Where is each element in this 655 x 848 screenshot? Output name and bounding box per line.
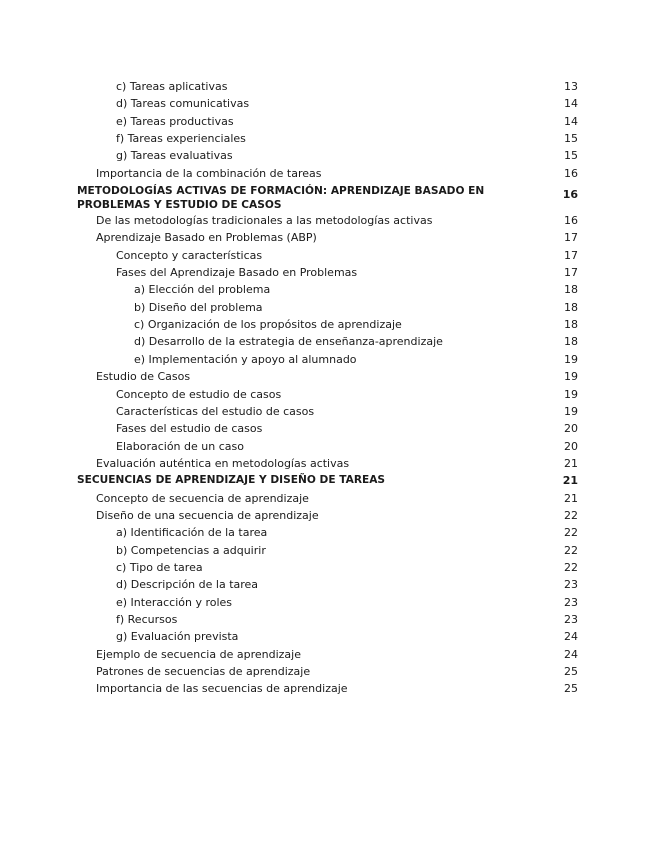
toc-entry-row (0, 663, 655, 680)
toc-entry-title: Ejemplo de secuencia de aprendizaje (96, 647, 301, 661)
toc-page-number: 25 (564, 665, 578, 678)
toc-entry-row (0, 438, 655, 455)
table-of-contents (0, 78, 655, 698)
toc-entry-title: e) Tareas productivas (116, 114, 234, 128)
toc-entry-title: De las metodologías tradicionales a las metodologías activas (96, 214, 433, 228)
toc-entry-row (0, 316, 655, 333)
toc-entry-row (0, 524, 655, 541)
toc-page-number: 23 (564, 612, 578, 626)
toc-entry-row (0, 490, 655, 507)
toc-page-number: 19 (564, 352, 578, 366)
toc-entry-title: g) Evaluación prevista (116, 630, 239, 644)
toc-entry-row (0, 165, 655, 182)
toc-entry-title: Importancia de las secuencias de aprendizaje (96, 682, 348, 696)
toc-entry-title: a) Identificación de la tarea (116, 526, 268, 540)
toc-entry-row (0, 542, 655, 559)
toc-entry-row (0, 611, 655, 628)
toc-entry-title: Concepto de estudio de casos (116, 387, 282, 401)
toc-entry-row (0, 212, 655, 229)
toc-page-number: 17 (564, 231, 578, 245)
toc-entry-title: Elaboración de un caso (116, 439, 244, 453)
toc-entry-title: g) Tareas evaluativas (116, 149, 233, 163)
toc-entry-row (0, 281, 655, 298)
toc-page-number: 22 (564, 560, 578, 574)
toc-page-number: 19 (564, 404, 578, 418)
toc-page-number: 20 (564, 439, 578, 453)
toc-entry-row (0, 368, 655, 385)
toc-entry-row (0, 455, 655, 472)
toc-entry-title: Concepto y características (116, 248, 263, 262)
toc-entry-row (0, 78, 655, 95)
toc-entry-row (0, 264, 655, 281)
toc-page-number: 14 (564, 97, 578, 111)
toc-entry-row (0, 576, 655, 593)
toc-page-number: 24 (564, 647, 578, 661)
toc-entry-title: e) Interacción y roles (116, 595, 233, 609)
toc-entry-title: SECUENCIAS DE APRENDIZAJE Y DISEÑO DE TAREAS (77, 474, 386, 487)
toc-entry-title: b) Diseño del problema (134, 300, 263, 314)
toc-entry-row (0, 113, 655, 130)
toc-entry-title: Importancia de la combinación de tareas (96, 166, 322, 180)
toc-entry-title: Estudio de Casos (96, 370, 191, 384)
toc-entry-row (0, 247, 655, 264)
toc-page-number: 24 (564, 630, 578, 644)
toc-entry-row (0, 594, 655, 611)
toc-entry-title: d) Tareas comunicativas (116, 97, 250, 111)
toc-entry-title: Características del estudio de casos (116, 404, 315, 418)
toc-entry-title: e) Implementación y apoyo al alumnado (134, 352, 357, 366)
toc-page-number: 18 (564, 300, 578, 314)
toc-page-number: 21 (564, 491, 578, 505)
toc-entry-title: f) Tareas experienciales (116, 132, 246, 146)
toc-entry-title: b) Competencias a adquirir (116, 543, 266, 557)
toc-entry-title: Evaluación auténtica en metodologías activas (96, 456, 350, 470)
toc-entry-row (0, 299, 655, 316)
toc-page-number: 18 (564, 283, 578, 297)
toc-page-number: 16 (564, 214, 578, 228)
toc-page-number: 19 (564, 370, 578, 384)
toc-page-number: 25 (564, 682, 578, 696)
toc-entry-row (0, 646, 655, 663)
toc-page-number: 16 (564, 166, 578, 180)
toc-entry-row (0, 403, 655, 420)
toc-page-number: 17 (564, 248, 578, 262)
toc-page-number: 13 (564, 80, 578, 93)
toc-entry-title: f) Recursos (116, 612, 178, 626)
toc-page-number: 22 (564, 508, 578, 522)
toc-chapter-row (0, 472, 655, 489)
toc-page-number: 15 (564, 132, 578, 146)
toc-entry-title: c) Tareas aplicativas (116, 80, 228, 93)
toc-entry-title: Diseño de una secuencia de aprendizaje (96, 508, 319, 522)
toc-page-number: 17 (564, 266, 578, 280)
toc-entry-title: Fases del Aprendizaje Basado en Problemas (116, 266, 358, 280)
toc-entry-title: METODOLOGÍAS ACTIVAS DE FORMACIÓN: APRENDIZAJE BASADO EN PROBLEMAS Y ESTUDIO DE CASOS (77, 185, 485, 212)
toc-page-number: 21 (564, 456, 578, 470)
toc-page-number: 23 (564, 578, 578, 592)
toc-entry-row (0, 628, 655, 645)
toc-entry-title: d) Descripción de la tarea (116, 578, 259, 592)
toc-page-number: 21 (562, 474, 578, 488)
toc-page-number: 22 (564, 543, 578, 557)
toc-entry-row (0, 95, 655, 112)
toc-entry-title: Aprendizaje Basado en Problemas (ABP) (96, 231, 317, 245)
toc-entry-row (0, 559, 655, 576)
toc-entry-title: d) Desarrollo de la estrategia de enseñanza-aprendizaje (134, 335, 443, 349)
toc-entry-row (0, 680, 655, 697)
toc-page-number: 20 (564, 422, 578, 436)
toc-entry-title: c) Organización de los propósitos de aprendizaje (134, 318, 402, 332)
toc-entry-title: Patrones de secuencias de aprendizaje (96, 665, 311, 678)
toc-page-number: 23 (564, 595, 578, 609)
toc-entry-title: Concepto de secuencia de aprendizaje (96, 491, 309, 505)
toc-page-number: 19 (564, 387, 578, 401)
toc-entry-row (0, 386, 655, 403)
toc-page-number: 18 (564, 335, 578, 349)
toc-page-number: 22 (564, 526, 578, 540)
toc-entry-title: a) Elección del problema (134, 283, 271, 297)
toc-entry-title: Fases del estudio de casos (116, 422, 263, 436)
toc-page-number: 15 (564, 149, 578, 163)
toc-page-number: 14 (564, 114, 578, 128)
toc-page-number: 18 (564, 318, 578, 332)
toc-page-number: 16 (562, 188, 578, 202)
toc-entry-row (0, 147, 655, 164)
toc-chapter-row (0, 182, 655, 212)
toc-entry-title: c) Tipo de tarea (116, 560, 203, 574)
toc-entry-row (0, 507, 655, 524)
toc-entry-row (0, 229, 655, 246)
toc-entry-row (0, 130, 655, 147)
toc-entry-row (0, 420, 655, 437)
toc-entry-row (0, 333, 655, 350)
toc-entry-row (0, 351, 655, 368)
